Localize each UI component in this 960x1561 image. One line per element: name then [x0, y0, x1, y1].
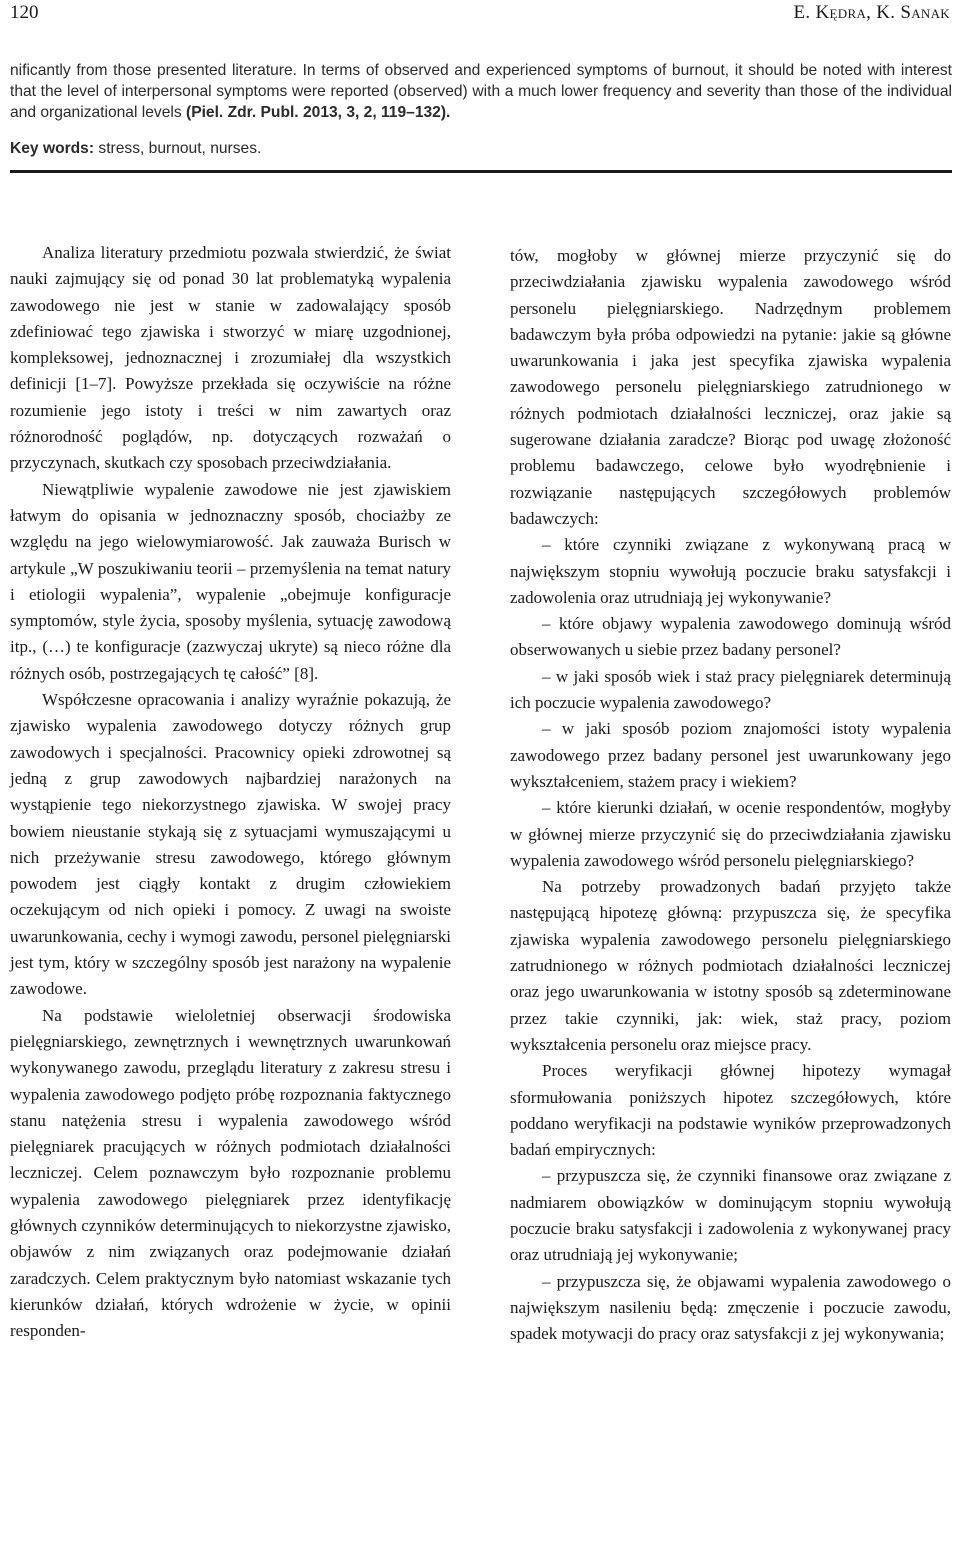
- running-title: E. Kędra, K. Sanak: [793, 2, 950, 23]
- hypothesis: – przypuszcza się, że objawami wypalenia zawodowego o największym nasileniu będą: zmęczenie i poczucie zawodu, spadek motywacji do pracy oraz satysfakcji z jej wykonywania;: [510, 1271, 951, 1344]
- paragraph: Na potrzeby prowadzonych badań przyjęto także następującą hipotezę główną: przypuszcza się, że specyfika zjawiska wypalenia zawodowego personelu pielęgniarskiego zatrudnionego w różnych podmiotach działalności leczniczej oraz jego uwarunkowania w istotny sposób są zdeterminowane przez takie czynniki, jak: wiek, staż pracy, poziom wykształcenia personelu oraz miejsce pracy.: [510, 877, 951, 1054]
- paragraph: Na podstawie wieloletniej obserwacji środowiska pielęgniarskiego, zewnętrznych i wewnętrznych uwarunkowań wykonywanego zawodu, przeglądu literatury z zakresu stresu i wypalenia zawodowego podjęto próbę rozpoznania faktycznego stanu natężenia stresu i wypalenia zawodowego wśród pielęgniarek pracujących w różnych podmiotach działalności leczniczej. Celem poznawczym było rozpoznanie problemu wypalenia zawodowego pielęgniarek przez identyfikację głównych czynników determinujących to niekorzystne zjawisko, objawów z nim związanych oraz podejmowanie działań zaradczych. Celem praktycznym było natomiast wskazanie tych kierunków działań, których wdrożenie w życie, w opinii responden-: [10, 1005, 451, 1341]
- abstract-text: nificantly from those presented literature. In terms of observed and experienced symptoms of burnout, it should be noted with interest that the level of interpersonal symptoms were reported (observed) with a much lower frequency and severity than those of the individual and organizational levels: [10, 62, 952, 121]
- hypothesis: – przypuszcza się, że czynniki finansowe oraz związane z nadmiarem obowiązków w dominującym stopniu wywołują poczucie braku satysfakcji i zadowolenia z wykonywanej pracy oraz utrudniają jej wykonywanie;: [510, 1166, 951, 1265]
- research-question: – które kierunki działań, w ocenie respondentów, mogłyby w głównej mierze przyczynić się do przeciwdziałania zjawisku wypalenia zawodowego wśród personelu pielęgniarskiego?: [510, 798, 951, 870]
- paragraph: Analiza literatury przedmiotu pozwala stwierdzić, że świat nauki zajmujący się od ponad 30 lat problematyką wypalenia zawodowego nie jest w stanie w zadowalający sposób zdefiniować tego zjawiska i stworzyć w miarę uzgodnionej, kompleksowej, jednoznacznej i zrozumiałej dla wszystkich definicji [1–7]. Powyższe przekłada się oczywiście na różne rozumienie jego istoty i treści w nim zawartych oraz różnorodność poglądów, np. dotyczących rozważań o przyczynach, skutkach czy sposobach przeciwdziałania.: [10, 243, 451, 473]
- research-question: – w jaki sposób wiek i staż pracy pielęgniarek determinują ich poczucie wypalenia zawodowego?: [510, 666, 951, 713]
- keywords-label: Key words:: [10, 140, 95, 157]
- research-question: – które objawy wypalenia zawodowego dominują wśród obserwowanych u siebie przez badany personel?: [510, 614, 951, 660]
- left-column: [10, 240, 451, 1344]
- paragraph: Niewątpliwie wypalenie zawodowe nie jest zjawiskiem łatwym do opisania w jednoznaczny sposób, chociażby ze względu na jego wielowymiarowość. Jak zauważa Burisch w artykule „W poszukiwaniu teorii – przemyślenia na temat natury i etiologii wypalenia”, wypalenie „obejmuje konfiguracje symptomów, style życia, sposoby myślenia, sytuację zawodową itp., (…) te konfiguracje (zazwyczaj ukryte) są nieco różne dla różnych osób, postrzegających tę całość” [8].: [10, 479, 451, 683]
- research-question: – w jaki sposób poziom znajomości istoty wypalenia zawodowego przez badany personel jest uwarunkowany jego wykształceniem, stażem pracy i wiekiem?: [510, 719, 951, 791]
- keywords: [10, 140, 261, 158]
- abstract: [10, 60, 952, 123]
- paragraph: tów, mogłoby w głównej mierze przyczynić się do przeciwdziałania zjawisku wypalenia zawodowego wśród personelu pielęgniarskiego. Nadrzędnym problemem badawczym była próba odpowiedzi na pytanie: jakie są główne uwarunkowania i jaka jest specyfika zjawiska wypalenia zawodowego personelu pielęgniarskiego zatrudnionego w różnych podmiotach działalności leczniczej, oraz jakie są sugerowane działania zaradcze? Biorąc pod uwagę złożoność problemu badawczego, celowe było wyodrębnienie i rozwiązanie następujących szczegółowych problemów badawczych:: [510, 246, 951, 528]
- paragraph: Proces weryfikacji głównej hipotezy wymagał sformułowania poniższych hipotez szczegółowych, które poddano weryfikacji na podstawie wyników przeprowadzonych badań empirycznych:: [510, 1061, 951, 1160]
- keywords-text: stress, burnout, nurses.: [98, 140, 262, 157]
- research-question: – które czynniki związane z wykonywaną pracą w największym stopniu wywołują poczucie braku satysfakcji i zadowolenia oraz utrudniają jej wykonywanie?: [510, 535, 951, 607]
- page-number: 120: [10, 2, 39, 23]
- paragraph: Współczesne opracowania i analizy wyraźnie pokazują, że zjawisko wypalenia zawodowego dotyczy różnych grup zawodowych i specjalności. Pracownicy opieki zdrowotnej są jedną z grup zawodowych najbardziej narażonych na wystąpienie tego niekorzystnego zjawiska. W swojej pracy bowiem nieustanie stykają się z sytuacjami wymuszającymi u nich przeżywanie stresu zawodowego, którego głównym powodem jest ciągły kontakt z drugim człowiekiem oczekującym od nich opieki i pomocy. Z uwagi na swoiste uwarunkowania, cechy i wymogi zawodu, personel pielęgniarski jest tym, który w szczególny sposób jest narażony na wypalenie zawodowe.: [10, 690, 451, 999]
- right-column: [510, 243, 951, 1347]
- section-divider: [10, 170, 952, 173]
- abstract-paragraph: [10, 60, 952, 123]
- page-header: [10, 0, 950, 28]
- abstract-citation: (Piel. Zdr. Publ. 2013, 3, 2, 119–132).: [186, 104, 451, 121]
